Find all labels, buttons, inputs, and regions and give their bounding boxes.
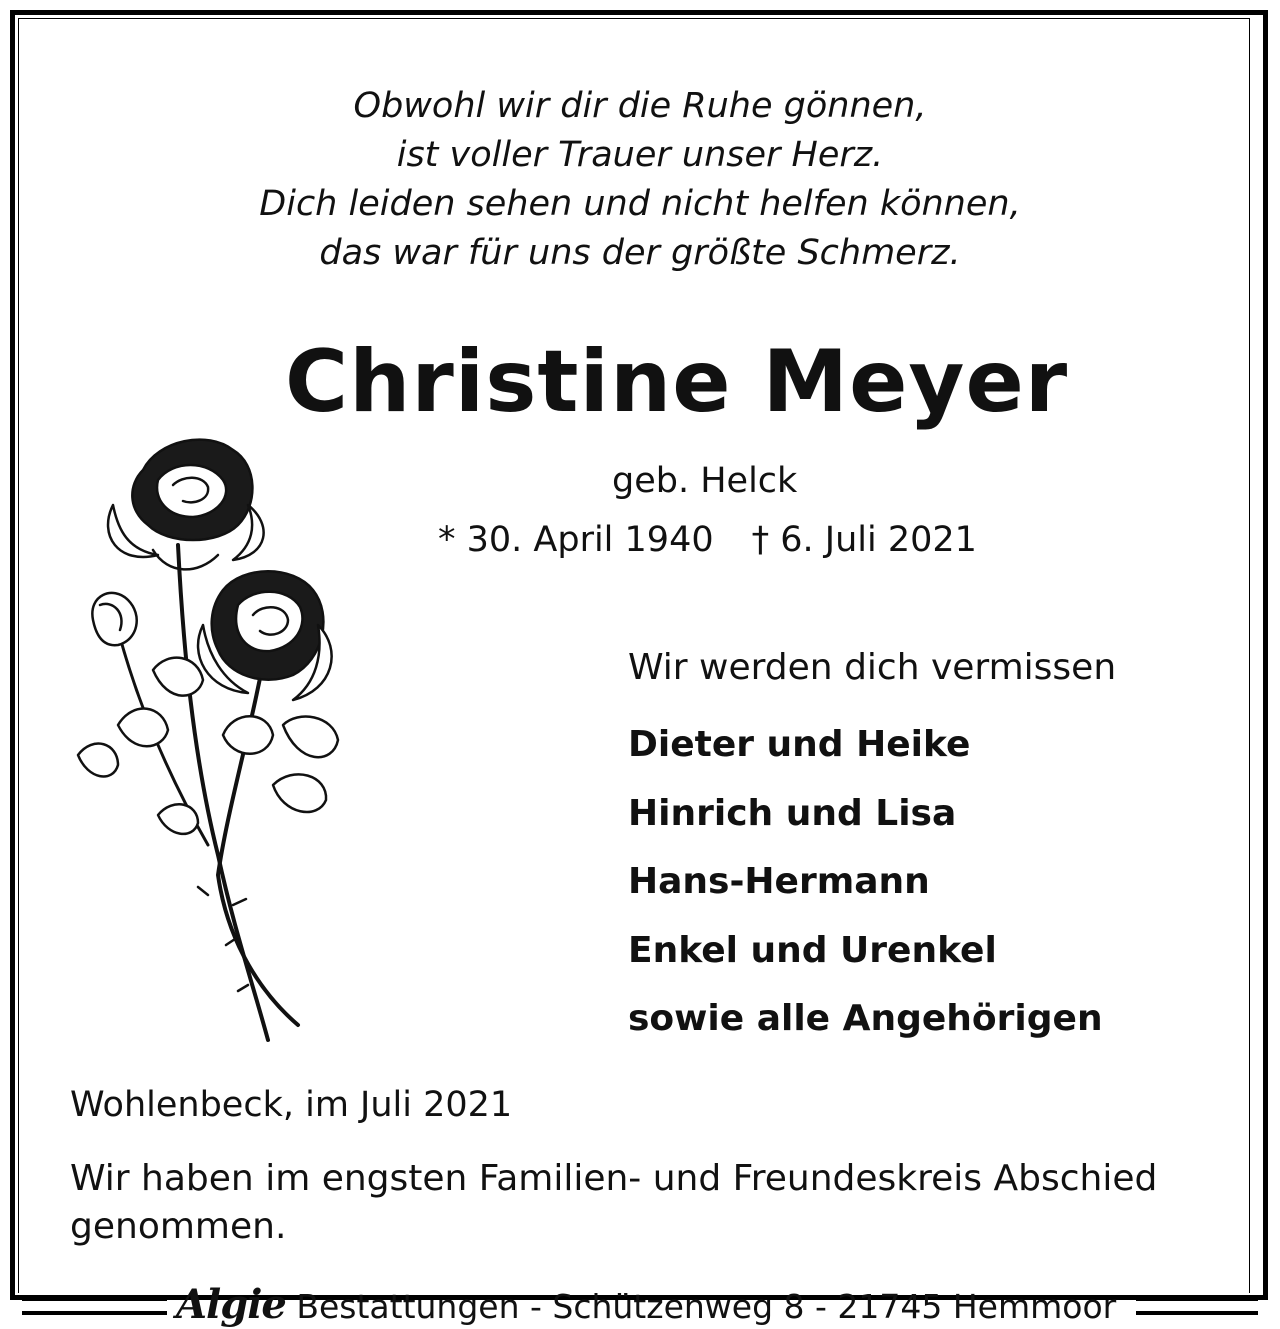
memorial-poem	[0, 82, 1280, 278]
birth-date: * 30. April 1940	[438, 520, 714, 560]
poem-line: ist voller Trauer unser Herz.	[396, 135, 884, 175]
mourners-intro: Wir werden dich vermissen	[628, 647, 1117, 688]
poem-line: Dich leiden sehen und nicht helfen können,	[259, 184, 1021, 224]
life-dates	[438, 520, 977, 560]
mourner-name: Hinrich und Lisa	[628, 792, 957, 834]
undertaker-info	[176, 1281, 1116, 1328]
roses-illustration-icon	[58, 425, 358, 1055]
mourner-name: Enkel und Urenkel	[628, 929, 997, 971]
death-date: † 6. Juli 2021	[751, 520, 977, 560]
poem-line: das war für uns der größte Schmerz.	[319, 233, 961, 273]
farewell-note: Wir haben im engsten Familien- und Freundeskreis Abschied genommen.	[70, 1158, 1158, 1247]
deceased-name: Christine Meyer	[285, 332, 1069, 432]
footer-rule-right	[1136, 1297, 1258, 1315]
mourners-list	[628, 643, 1116, 1054]
footer-rule-left	[22, 1297, 167, 1315]
undertaker-logo: Algie	[176, 1281, 286, 1328]
birth-name: geb. Helck	[612, 461, 798, 501]
mourner-name: Dieter und Heike	[628, 724, 971, 765]
undertaker-footer	[22, 1281, 1258, 1327]
undertaker-address: Bestattungen - Schützenweg 8 - 21745 Hemmoor	[285, 1287, 1117, 1326]
poem-line: Obwohl wir dir die Ruhe gönnen,	[353, 86, 927, 126]
place-and-date: Wohlenbeck, im Juli 2021	[70, 1085, 513, 1125]
mourner-name: sowie alle Angehörigen	[628, 998, 1103, 1039]
mourner-name: Hans-Hermann	[628, 861, 930, 902]
